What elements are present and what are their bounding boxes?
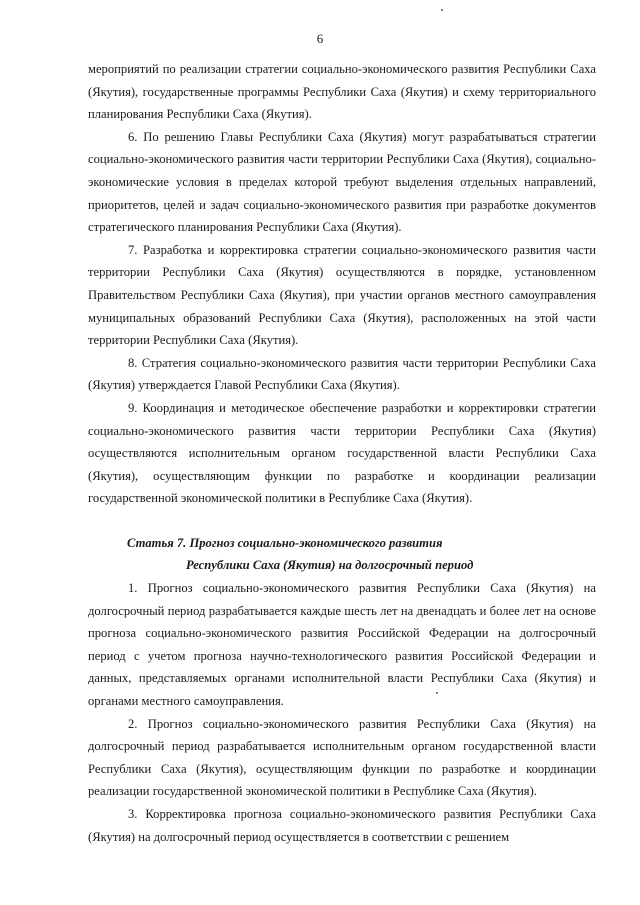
paragraph-item-6: 6. По решению Главы Республики Саха (Якутия) могут разрабатываться стратегии социально-экономического развития части территории Республики Саха (Якутия), социально-экономические условия в пределах которой требуют выделения отдельных направлений, приоритетов, целей и задач социально-экономического развития при разработке документов стратегического планирования Республики Саха (Якутия). [88, 129, 596, 235]
page-number: 6 [316, 31, 324, 46]
article-heading-line-1: Статья 7. Прогноз социально-экономического развития [127, 535, 443, 550]
paragraph-continuation: мероприятий по реализации стратегии социально-экономического развития Республики Саха (Якутия), государственные программы Республики Саха (Якутия) и схему территориального планирования Республики Саха (Якутия). [88, 62, 596, 122]
paragraph-item-9: 9. Координация и методическое обеспечение разработки и корректировки стратегии социально-экономического развития части территории Республики Саха (Якутия) осуществляются исполнительным органом государственной власти Республики Саха (Якутия), осуществляющим функции по разработке и координации реализации государственной экономической политики в Республике Саха (Якутия). [88, 400, 596, 506]
article-heading-line-2: Республики Саха (Якутия) на долгосрочный период [186, 558, 474, 573]
article-paragraph-3: 3. Корректировка прогноза социально-экономического развития Республики Саха (Якутия) на долгосрочный период осуществляется в соответствии с решением [88, 807, 596, 844]
scan-speck [441, 9, 443, 11]
article-paragraph-2: 2. Прогноз социально-экономического развития Республики Саха (Якутия) на долгосрочный период разрабатывается исполнительным органом государственной власти Республики Саха (Якутия), осуществляющим функции по разработке и координации реализации государственной экономической политики в Республике Саха (Якутия). [88, 716, 596, 799]
scan-speck [436, 692, 438, 694]
page-body [88, 58, 596, 848]
article-paragraph-1: 1. Прогноз социально-экономического развития Республики Саха (Якутия) на долгосрочный период разрабатывается каждые шесть лет на двенадцать и более лет на основе прогноза социально-экономического развития Российской Федерации на долгосрочный период с учетом прогноза научно-технологического развития Российской Федерации и данных, представляемых органами исполнительной власти Республики Саха (Якутия) и органами местного самоуправления. [88, 581, 596, 709]
paragraph-item-8: 8. Стратегия социально-экономического развития части территории Республики Саха (Якутия) утверждается Главой Республики Саха (Якутия). [88, 355, 596, 393]
paragraph-item-7: 7. Разработка и корректировка стратегии социально-экономического развития части территории Республики Саха (Якутия) осуществляются в порядке, установленном Правительством Республики Саха (Якутия), при участии органов местного самоуправления муниципальных образований Республики Саха (Якутия), расположенных на этой части территории Республики Саха (Якутия). [88, 242, 596, 348]
